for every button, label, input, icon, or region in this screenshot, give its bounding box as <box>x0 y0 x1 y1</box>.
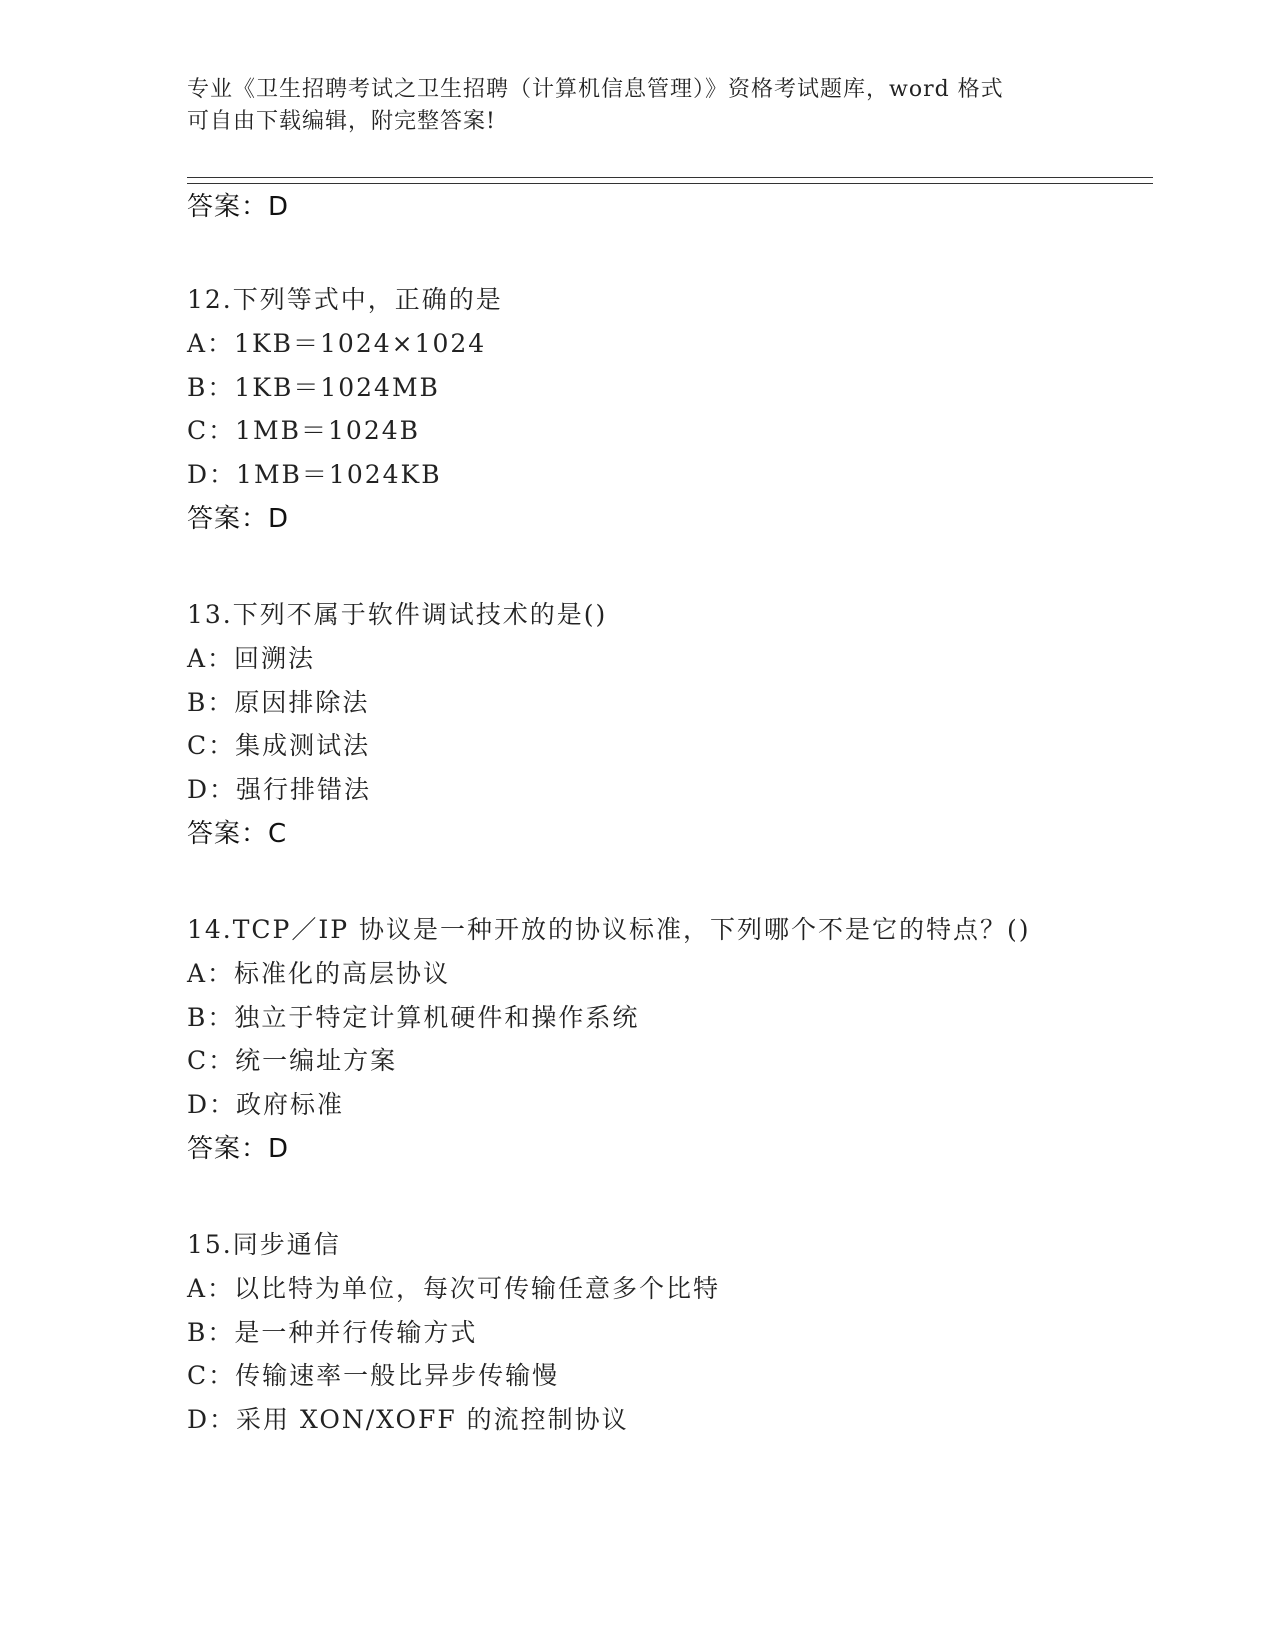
option-b: B：独立于特定计算机硬件和操作系统 <box>187 1003 640 1032</box>
option-c: C：传输速率一般比异步传输慢 <box>187 1361 560 1390</box>
option-d: D：采用 XON/XOFF 的流控制协议 <box>187 1405 629 1434</box>
option-b: B：原因排除法 <box>187 688 370 717</box>
header-rule-top <box>187 177 1153 178</box>
header-note-line-2: 可自由下载编辑，附完整答案! <box>187 109 496 134</box>
option-a: A：以比特为单位，每次可传输任意多个比特 <box>187 1274 721 1303</box>
option-a: A：标准化的高层协议 <box>187 959 451 988</box>
option-a: A：1KB＝1024×1024 <box>187 329 487 358</box>
answer-line: 答案：D <box>187 192 290 222</box>
question-stem: 13.下列不属于软件调试技术的是() <box>187 600 608 629</box>
answer-line: 答案：D <box>187 504 290 534</box>
question-stem: 14.TCP／IP 协议是一种开放的协议标准，下列哪个不是它的特点？() <box>187 915 1031 944</box>
option-d: D：政府标准 <box>187 1090 345 1119</box>
option-c: C：集成测试法 <box>187 731 371 760</box>
option-d: D：强行排错法 <box>187 775 372 804</box>
header-note-line-1: 专业《卫生招聘考试之卫生招聘（计算机信息管理）》资格考试题库，word 格式 <box>187 77 1004 102</box>
option-b: B：1KB＝1024MB <box>187 373 440 402</box>
answer-line: 答案：C <box>187 819 288 849</box>
option-d: D：1MB＝1024KB <box>187 460 442 489</box>
option-c: C：统一编址方案 <box>187 1046 398 1075</box>
header-note <box>187 74 1067 138</box>
header-rule-bottom <box>187 183 1153 184</box>
option-c: C：1MB＝1024B <box>187 416 420 445</box>
question-stem: 15.同步通信 <box>187 1230 341 1259</box>
question-stem: 12.下列等式中，正确的是 <box>187 285 503 314</box>
option-a: A：回溯法 <box>187 644 316 673</box>
option-b: B：是一种并行传输方式 <box>187 1318 478 1347</box>
answer-line: 答案：D <box>187 1134 290 1164</box>
